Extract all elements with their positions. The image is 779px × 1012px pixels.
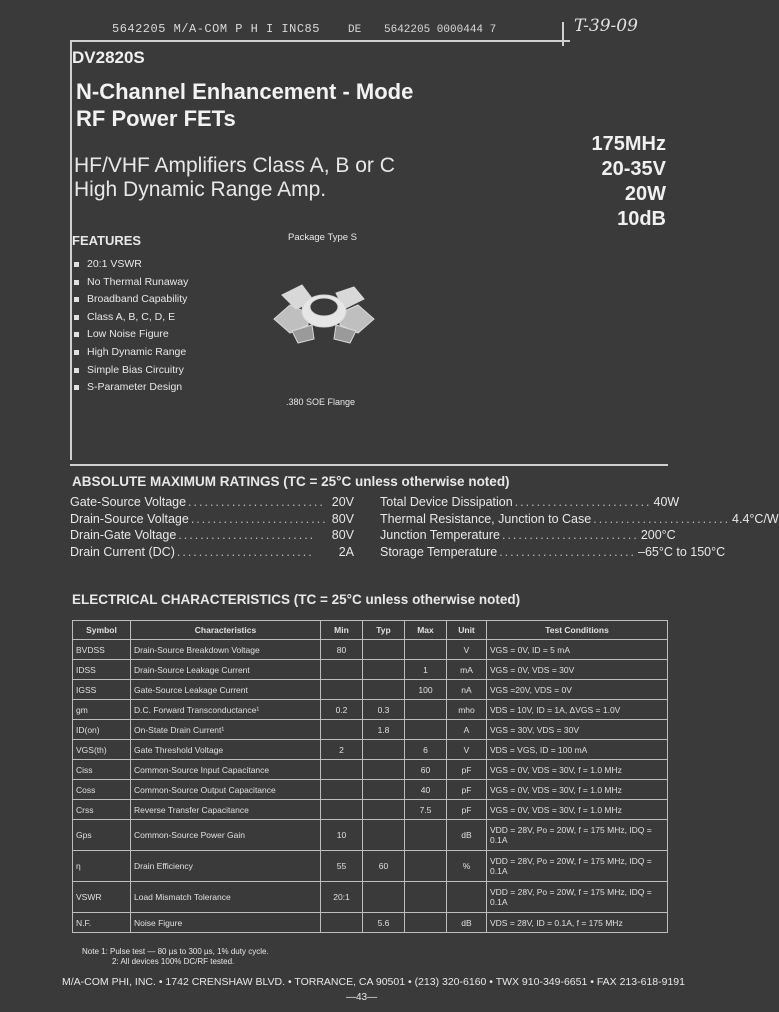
- cell-characteristic: Load Mismatch Tolerance: [131, 882, 321, 913]
- cell-conditions: VDS = 28V, ID = 0.1A, f = 175 MHz: [487, 913, 668, 933]
- cell-typ: 0.3: [363, 700, 405, 720]
- cell-min: [321, 660, 363, 680]
- cell-symbol: VGS(th): [73, 740, 131, 760]
- cell-conditions: VGS = 30V, VDS = 30V: [487, 720, 668, 740]
- cell-characteristic: D.C. Forward Transconductance¹: [131, 700, 321, 720]
- cell-characteristic: Common-Source Power Gain: [131, 820, 321, 851]
- rating-value: 4.4°C/W: [732, 511, 779, 526]
- cell-characteristic: Reverse Transfer Capacitance: [131, 800, 321, 820]
- cell-max: 1: [405, 660, 447, 680]
- package-flange: .380 SOE Flange: [286, 397, 356, 407]
- rating-row: [380, 544, 726, 561]
- subtitle-line-2: High Dynamic Range Amp.: [74, 178, 327, 201]
- rating-label: Drain-Source Voltage: [70, 511, 189, 526]
- cell-symbol: Coss: [73, 780, 131, 800]
- rating-label: Total Device Dissipation: [380, 495, 513, 509]
- table-header-row: [73, 621, 668, 640]
- rating-row: [70, 544, 354, 561]
- cell-unit: V: [447, 640, 487, 660]
- feature-item: Broadband Capability: [74, 291, 188, 309]
- table-row: [73, 820, 668, 851]
- subtitle: [74, 154, 395, 202]
- cell-conditions: VGS = 0V, ID = 5 mA: [487, 640, 668, 660]
- cell-characteristic: Gate-Source Leakage Current: [131, 680, 321, 700]
- spec-summary: [592, 132, 666, 232]
- cell-min: 0.2: [321, 700, 363, 720]
- cell-min: 10: [321, 820, 363, 851]
- notes: [82, 947, 269, 967]
- rating-label: Thermal Resistance, Junction to Case: [380, 511, 592, 526]
- table-row: [73, 913, 668, 933]
- cell-unit: dB: [447, 820, 487, 851]
- rating-value: 200°C: [640, 528, 676, 543]
- cell-symbol: gm: [73, 700, 131, 720]
- spec-gain: 10dB: [617, 208, 666, 230]
- handwritten-note: T-39-09: [574, 16, 638, 36]
- cell-symbol: Crss: [73, 800, 131, 820]
- cell-conditions: VGS = 0V, VDS = 30V: [487, 660, 668, 680]
- column-header: Typ: [363, 621, 405, 640]
- cell-typ: [363, 680, 405, 700]
- cell-typ: [363, 780, 405, 800]
- feature-item: S-Parameter Design: [74, 379, 188, 397]
- header-code: 5642205 M/A-COM P H I INC85: [112, 22, 320, 36]
- cell-max: 60: [405, 760, 447, 780]
- cell-max: [405, 700, 447, 720]
- cell-conditions: VDS = 10V, ID = 1A, ΔVGS = 1.0V: [487, 700, 668, 720]
- cell-unit: pF: [447, 760, 487, 780]
- abs-max-heading: ABSOLUTE MAXIMUM RATINGS (TC = 25°C unless otherwise noted): [72, 474, 510, 489]
- feature-item: Low Noise Figure: [74, 326, 188, 344]
- leader-dots: .........................: [176, 544, 314, 559]
- table-row: [73, 882, 668, 913]
- cell-characteristic: Drain-Source Leakage Current: [131, 660, 321, 680]
- rating-row: [70, 494, 354, 511]
- cell-symbol: ID(on): [73, 720, 131, 740]
- cell-symbol: VSWR: [73, 882, 131, 913]
- leader-dots: .........................: [190, 511, 328, 526]
- rating-row: [70, 511, 354, 528]
- ratings-right-column: [380, 494, 779, 560]
- rating-value: 80V: [331, 511, 354, 526]
- table-row: [73, 851, 668, 882]
- rating-row: [380, 511, 779, 528]
- section-rule: [70, 464, 668, 466]
- rating-label: Drain-Gate Voltage: [70, 528, 177, 543]
- leader-dots: .........................: [514, 495, 652, 509]
- cell-min: [321, 800, 363, 820]
- cell-conditions: VGS = 0V, VDS = 30V, f = 1.0 MHz: [487, 800, 668, 820]
- rating-label: Junction Temperature: [380, 528, 500, 543]
- column-header: Test Conditions: [487, 621, 668, 640]
- feature-item: Class A, B, C, D, E: [74, 309, 188, 327]
- cell-max: 40: [405, 780, 447, 800]
- cell-unit: mho: [447, 700, 487, 720]
- rating-value: 20V: [331, 495, 354, 509]
- cell-min: [321, 680, 363, 700]
- cell-typ: [363, 660, 405, 680]
- electrical-characteristics-table: [72, 620, 668, 933]
- leader-dots: .........................: [178, 528, 316, 543]
- rating-row: [70, 527, 354, 544]
- cell-symbol: Gps: [73, 820, 131, 851]
- feature-item: Simple Bias Circuitry: [74, 362, 188, 380]
- feature-item: No Thermal Runaway: [74, 274, 188, 292]
- cell-typ: 1.8: [363, 720, 405, 740]
- cell-symbol: N.F.: [73, 913, 131, 933]
- table-row: [73, 740, 668, 760]
- cell-min: [321, 780, 363, 800]
- cell-max: [405, 851, 447, 882]
- cell-unit: A: [447, 720, 487, 740]
- leader-dots: .........................: [501, 528, 639, 543]
- table-body: [73, 640, 668, 933]
- rating-value: –65°C to 150°C: [638, 544, 726, 559]
- features-list: [74, 256, 188, 397]
- title-line-2: RF Power FETs: [76, 106, 236, 131]
- table-row: [73, 680, 668, 700]
- rating-label: Storage Temperature: [380, 544, 498, 559]
- cell-symbol: IDSS: [73, 660, 131, 680]
- rating-value: 2A: [338, 544, 354, 559]
- table-row: [73, 780, 668, 800]
- cell-typ: [363, 740, 405, 760]
- cell-min: 80: [321, 640, 363, 660]
- title-line-1: N-Channel Enhancement - Mode: [76, 79, 414, 104]
- header-de: DE: [348, 24, 362, 36]
- cell-conditions: VDD = 28V, Po = 20W, f = 175 MHz, IDQ = 0.1A: [487, 820, 668, 851]
- cell-typ: [363, 882, 405, 913]
- cell-characteristic: Drain-Source Breakdown Voltage: [131, 640, 321, 660]
- table-row: [73, 660, 668, 680]
- table-row: [73, 700, 668, 720]
- cell-unit: mA: [447, 660, 487, 680]
- rating-value: 80V: [331, 528, 354, 543]
- spec-voltage: 20-35V: [601, 158, 666, 180]
- cell-unit: nA: [447, 680, 487, 700]
- cell-conditions: VGS = 0V, VDS = 30V, f = 1.0 MHz: [487, 760, 668, 780]
- cell-typ: [363, 760, 405, 780]
- feature-item: 20:1 VSWR: [74, 256, 188, 274]
- cell-typ: [363, 640, 405, 660]
- package-label: Package Type S: [288, 232, 358, 243]
- header-divider: [562, 22, 564, 46]
- header-code2: 5642205 0000444 7: [384, 24, 497, 36]
- cell-unit: pF: [447, 780, 487, 800]
- header-rule: [70, 40, 570, 42]
- feature-item: High Dynamic Range: [74, 344, 188, 362]
- page-title: [76, 78, 413, 132]
- page-number: —43—: [346, 992, 378, 1003]
- cell-typ: [363, 800, 405, 820]
- cell-conditions: VGS =20V, VDS = 0V: [487, 680, 668, 700]
- cell-symbol: Ciss: [73, 760, 131, 780]
- cell-max: [405, 720, 447, 740]
- cell-unit: %: [447, 851, 487, 882]
- cell-typ: 5.6: [363, 913, 405, 933]
- cell-min: 20:1: [321, 882, 363, 913]
- cell-symbol: η: [73, 851, 131, 882]
- note-line: 2: All devices 100% DC/RF tested.: [112, 957, 235, 966]
- cell-max: [405, 640, 447, 660]
- cell-unit: dB: [447, 913, 487, 933]
- rating-label: Gate-Source Voltage: [70, 495, 187, 509]
- cell-max: 100: [405, 680, 447, 700]
- cell-max: [405, 820, 447, 851]
- column-header: Characteristics: [131, 621, 321, 640]
- column-header: Min: [321, 621, 363, 640]
- spec-power: 20W: [624, 183, 666, 205]
- cell-conditions: VDS = VGS, ID = 100 mA: [487, 740, 668, 760]
- cell-min: [321, 913, 363, 933]
- note-line: Note 1: Pulse test — 80 µs to 300 µs, 1% duty cycle.: [82, 947, 269, 956]
- elec-heading: ELECTRICAL CHARACTERISTICS (TC = 25°C unless otherwise noted): [72, 592, 521, 607]
- cell-min: 2: [321, 740, 363, 760]
- table-row: [73, 800, 668, 820]
- cell-characteristic: Common-Source Output Capacitance: [131, 780, 321, 800]
- cell-symbol: IGSS: [73, 680, 131, 700]
- cell-max: 7.5: [405, 800, 447, 820]
- cell-min: [321, 720, 363, 740]
- footer-address: M/A-COM PHI, INC. • 1742 CRENSHAW BLVD. • TORRANCE, CA 90501 • (213) 320-6160 • TWX 910-349-6651 • FAX 213-618-9191: [62, 976, 685, 988]
- column-header: Symbol: [73, 621, 131, 640]
- table-row: [73, 720, 668, 740]
- column-header: Unit: [447, 621, 487, 640]
- table-row: [73, 640, 668, 660]
- leader-dots: .........................: [499, 544, 637, 559]
- leader-dots: .........................: [593, 511, 731, 526]
- left-border: [70, 40, 72, 460]
- cell-conditions: VDD = 28V, Po = 20W, f = 175 MHz, IDQ = 0.1A: [487, 882, 668, 913]
- ratings-left-column: [70, 494, 354, 560]
- cell-max: [405, 882, 447, 913]
- table-row: [73, 760, 668, 780]
- subtitle-line-1: HF/VHF Amplifiers Class A, B or C: [74, 154, 395, 177]
- cell-min: 55: [321, 851, 363, 882]
- cell-max: [405, 913, 447, 933]
- cell-conditions: VDD = 28V, Po = 20W, f = 175 MHz, IDQ = 0.1A: [487, 851, 668, 882]
- rating-value: 40W: [653, 495, 680, 509]
- cell-typ: 60: [363, 851, 405, 882]
- cell-characteristic: On-State Drain Current¹: [131, 720, 321, 740]
- column-header: Max: [405, 621, 447, 640]
- package-drawing-icon: [268, 283, 380, 345]
- cell-characteristic: Common-Source Input Capacitance: [131, 760, 321, 780]
- cell-symbol: BVDSS: [73, 640, 131, 660]
- part-number: DV2820S: [72, 48, 145, 67]
- rating-label: Drain Current (DC): [70, 544, 175, 559]
- spec-frequency: 175MHz: [591, 133, 666, 155]
- cell-unit: [447, 882, 487, 913]
- features-heading: FEATURES: [72, 233, 142, 248]
- cell-unit: pF: [447, 800, 487, 820]
- cell-max: 6: [405, 740, 447, 760]
- cell-min: [321, 760, 363, 780]
- cell-conditions: VGS = 0V, VDS = 30V, f = 1.0 MHz: [487, 780, 668, 800]
- cell-characteristic: Gate Threshold Voltage: [131, 740, 321, 760]
- cell-typ: [363, 820, 405, 851]
- cell-characteristic: Drain Efficiency: [131, 851, 321, 882]
- rating-row: [380, 527, 676, 544]
- cell-unit: V: [447, 740, 487, 760]
- rating-row: [380, 494, 680, 511]
- cell-characteristic: Noise Figure: [131, 913, 321, 933]
- leader-dots: .........................: [188, 495, 325, 509]
